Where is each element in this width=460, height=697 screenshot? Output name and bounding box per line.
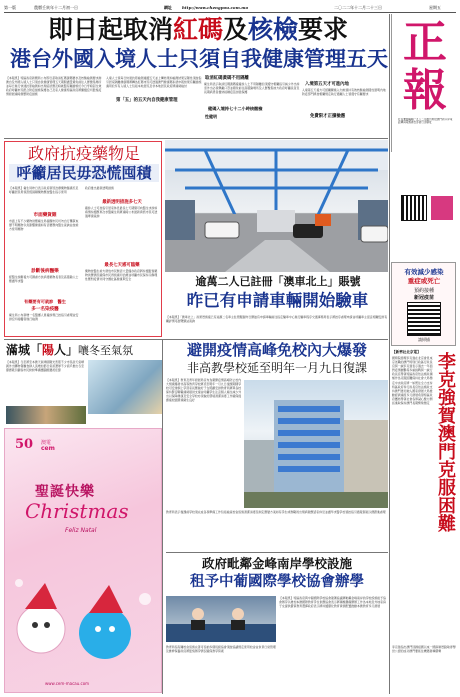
weather-headline-part: 滿城「 xyxy=(6,343,43,357)
lead-subhead-sx: 性健明 xyxy=(205,114,217,119)
masthead-char-1: 正 xyxy=(403,17,447,68)
covid-drug-subhead-4: 多一名染疫醫 xyxy=(31,307,59,312)
weekday: 星期五 xyxy=(429,5,441,10)
side-body: 國務院總理李克強在北京會見來京述職的澳門特別行政區行政長官賀一誠李克強表示過去一年面對疫情衝擊等多重挑戰賀一誠行政長官帶領特區政府依法施政積極作為克服困難保持社會大局穩定中央政府將一如既往全力支持特區政府和行政長官依法施政支持澳門更好融入國家發展大局推動經濟適度多元發展希望特區政府團結帶領社會各界凝心聚力開拓進取保持澳門長期繁榮穩定 xyxy=(392,356,433,406)
lease-ceremony-photo xyxy=(166,596,276,642)
cem-characters-illustration xyxy=(5,569,162,689)
url-label: 網址 xyxy=(164,5,172,10)
lease-body-b: 教青局指有關校舍設施完善可容納多個班級協會須按協議規定使用校舍並負責日常管理及維修保養政府將監察辦學情況確保教學質素 xyxy=(166,645,276,654)
cem-brand-en: cem xyxy=(41,445,55,452)
lead-headline-part: 即日起取消 xyxy=(47,15,173,44)
vaccine-ad[interactable] xyxy=(391,262,456,346)
covid-drug-title-2: 呼籲居民毋恐慌囤積 xyxy=(9,164,159,182)
covid-drug-body-e: 政府推出最新透明措施 xyxy=(85,186,114,190)
vaccine-qr-code[interactable] xyxy=(408,303,440,335)
lead-subhead-1: 取消紅碼黃碼不用隔離 xyxy=(205,76,249,81)
masthead-qr-code xyxy=(402,196,426,220)
side-vertical-headline: 李克強賀澳門克服困難 xyxy=(435,352,456,532)
lead-subhead-4: 健碼入境持七十二小時核酸檢 xyxy=(208,106,263,111)
vaccine-ad-line-4: 新冠疫苗 xyxy=(413,295,434,301)
lead-subhead-3: 入境第五天才可進內地 xyxy=(305,82,349,87)
vaccine-ad-line-3: 預約接種 xyxy=(413,288,434,294)
covid-drug-body-g: 藥物按醫生處方發放市民無需大量儲存政府將持續監察藥物供應情況確保市民得到適切治療並呼籲市民保持冷靜理性應對疫情共同守護社區健康與安全 xyxy=(85,269,158,282)
website-link[interactable]: http://www.chengpou.com.mo xyxy=(182,5,249,10)
lead-body-col1: 【本報訊】特區政府新聞局公布即日起取消紅碼黃碼要求及核酸檢測要求港澳台及外國入境人士只須自我健康管理五天期間盡量避免前往人群聚集場所並每日進行快速抗原檢測如出現症狀應及時就醫有關措施於今日零時起生效政府呼籲市民配合防疫措施保護自己及家人健康特區政府將繼續密切監察疫情發展適時調整防疫措施 xyxy=(6,76,102,97)
side-body-b: 李克強指出澳門回歸祖國以來一國兩制實踐取得舉世公認的成功澳門要抓住機遇發揮優勢 xyxy=(392,645,456,654)
cem-christmas-ad[interactable] xyxy=(4,428,162,693)
lead-headline xyxy=(8,16,388,44)
lease-ceremony-illustration xyxy=(166,596,276,642)
cem-greet-pt: Feliz Natal xyxy=(65,527,97,534)
cem-greet-en: Christmas xyxy=(25,499,129,523)
school-building-photo xyxy=(244,380,388,508)
covid-drug-subhead-3: 有藥要有可就診 醫生 xyxy=(24,299,66,304)
masthead-qr-code-2 xyxy=(431,196,453,220)
covid-drug-body-b: 市面上有不少藥物供應衛生局提醒市民切勿自行購買來歷不明藥物以免影響健康如有需要應向醫生查詢並按處方使用藥物 xyxy=(9,219,79,232)
covid-drug-body-c: 經醫生診斷後方可獲處方抗病毒藥物長者及高風險人士應盡早求醫 xyxy=(9,275,79,284)
lunar-date: 農曆壬寅年十二月初一日 xyxy=(34,5,78,10)
vaccine-ad-line-1: 有效減少感染 xyxy=(404,268,444,276)
photo-story-headline: 昨已有申請車輛開始驗車 xyxy=(186,291,369,310)
weather-headline xyxy=(6,342,162,358)
covid-drug-body-d: 衛生局公布新增一名醫護人員確診現已按指引處理並安排密切接觸者進行檢測 xyxy=(9,313,79,322)
cem-anniversary: 50 xyxy=(15,437,34,452)
lead-subhead-6: 免費限才正擴檢應 xyxy=(310,114,346,119)
covid-drug-subhead-2: 診斷後病醫樂 xyxy=(31,269,59,274)
lease-subheadline: 租予中葡國際學校協會辦學 xyxy=(190,574,364,590)
page-number: 第一版 xyxy=(4,5,16,10)
weather-body: 【本報訊】冬至將至本澳天氣晴朗陽光普照不少市民趁天氣晴朗外出購物餐廳食肆人流增加節日氣氛濃厚不少商戶推出冬至優惠吸引顧客市民紛紛準備團圓飯慶祝佳節 xyxy=(6,360,85,373)
covid-drug-box xyxy=(4,141,162,337)
lead-headline-red: 紅碼 xyxy=(172,15,223,44)
weather-photo xyxy=(88,360,162,414)
issue-date: 二〇二二年十二月二十三日 xyxy=(334,5,382,10)
covid-drug-subhead-5: 最新透明措施多七天 xyxy=(102,200,142,205)
weather-headline-red: 陽 xyxy=(42,343,55,357)
school-body-a: 【本報訊】教育及青年發展局宣布為避開疫情高峰防止校內大規模爆發非高等教育學校將延至明年一月九日復課期間學校可安排網上學習家長應做好子女照顧安排教青局將與各校保持緊密聯繫適時提供支援並呼籲學生注意個人衛生減少外出以保障健康及安全學校亦須做好環境清潔消毒工作確保復課後校園環境衛生良好 xyxy=(166,378,242,403)
photo-story-body: 【本報訊】「澳車北上」政策實施後已有逾萬二名車主註冊賬號昨日開始有申請車輛前往指定驗車中心進行驗車程序交通事務局表示將按序處理申請並呼籲車主留意相關安排有關詳情可瀏覽網站查詢 xyxy=(166,315,388,324)
lead-body-col4: 入境第五天後方可經關閘進入內地須持有效核酸檢測陰性證明內地防疫部門將按相關規定執行通關人士須遵守有關要求 xyxy=(302,88,386,97)
lead-headline-part: 及 xyxy=(222,15,248,44)
lead-body-col3: 衛生局表示取消紅碼黃碼後確診人士不用隔離但須遵守相關指引減少外出如需外出必須佩戴口罩並避免前往高風險場所及人群聚集地方政府呼籲長者及長期病患者盡快接種疫苗加強保護 xyxy=(204,82,300,95)
inspection-hall-illustration xyxy=(165,140,388,272)
lead-subheadline: 港台外國入境人士只須自我健康管理五天 xyxy=(10,46,388,71)
lead-subhead-5: 第「五」的五天內自我健康管理 xyxy=(116,98,178,103)
weather-headline-part: 人」 xyxy=(54,343,79,357)
school-headline: 避開疫情高峰免校內大爆發 xyxy=(186,341,367,359)
covid-drug-body-a: 【本報訊】衛生局昨日表示政府新冠治療藥物儲備充足呼籲居民毋須恐慌囤積藥物應按醫生指示使用 xyxy=(9,186,79,195)
covid-drug-subhead-1: 市面藥貨雜 xyxy=(33,213,57,218)
photo-story-kicker: 逾萬二人已註冊「澳車北上」賬號 xyxy=(195,275,361,288)
school-building-illustration xyxy=(244,380,388,508)
masthead-info: 社長兼總編輯一九八二年創刊地址澳門新口岸電話傳真電郵廣告部發行部網址 xyxy=(398,118,453,125)
vaccine-ad-line-5: 請掃描 xyxy=(418,337,430,342)
covid-drug-subhead-6: 最長七天感可臨藥 xyxy=(104,263,140,268)
top-bar xyxy=(4,4,456,13)
vaccine-ad-line-2: 重症或死亡 xyxy=(407,277,441,285)
weather-headline-tail: 嚷冬至氣氛 xyxy=(78,344,134,357)
school-body-b: 教青局表示復課前學校須完成各項準備工作包括檢查校舍設施清潔消毒及制定應變方案如有學生或教職員出現病徵應留家休息並盡早求醫學校須按指引通報個案以便跟進處理 xyxy=(166,510,386,514)
masthead xyxy=(391,14,456,152)
lead-headline-blue: 核檢 xyxy=(248,15,299,44)
covid-drug-body-f: 確診人士可按指引居家休息最長七天期間可向醫生求診如病情持續應再次求醫衛生局將適時公布最新資訊市民可透過專線查詢 xyxy=(85,206,158,219)
side-kicker: 【新華社北京電】 xyxy=(392,350,421,354)
cem-website[interactable]: www.cem-macau.com xyxy=(45,681,90,686)
cem-brand: 澳電 xyxy=(41,440,52,446)
cem-greet-cn: 聖誕快樂 xyxy=(35,484,95,500)
vehicle-inspection-photo xyxy=(165,140,388,272)
lead-headline-part: 要求 xyxy=(298,15,349,44)
covid-drug-title-1: 政府抗疫藥物足 xyxy=(27,144,140,163)
masthead-char-2: 報 xyxy=(403,65,447,116)
lease-body-a: 【本報訊】特區政府與中葡國際學校協會簽署協議將毗鄰金峰南岸的學校設施租予協會辦學以增加本澳國際教育學位供應協會表示將積極籌備開辦工作為本地及外地家庭子女提供優質教育選擇政府表示將持續優化教育資源配置推動本澳教育多元發展 xyxy=(279,596,386,609)
lead-body-col2: 入境人士須每日快速抗原檢測連續五天並上傳結果如檢測結果呈陽性須按指引居家隔離健康碼將轉為紅碼市民可透過澳門健康碼系統申報結果有關措施適用於所有入境人士包括本地居民及非本地居民政府將適時檢討 xyxy=(106,76,202,89)
weather-photo-2 xyxy=(6,406,86,424)
lease-headline: 政府毗鄰金峰南岸學校設施 xyxy=(201,556,352,571)
school-subheadline: 非高教學校延至明年一月九日復課 xyxy=(186,361,367,375)
